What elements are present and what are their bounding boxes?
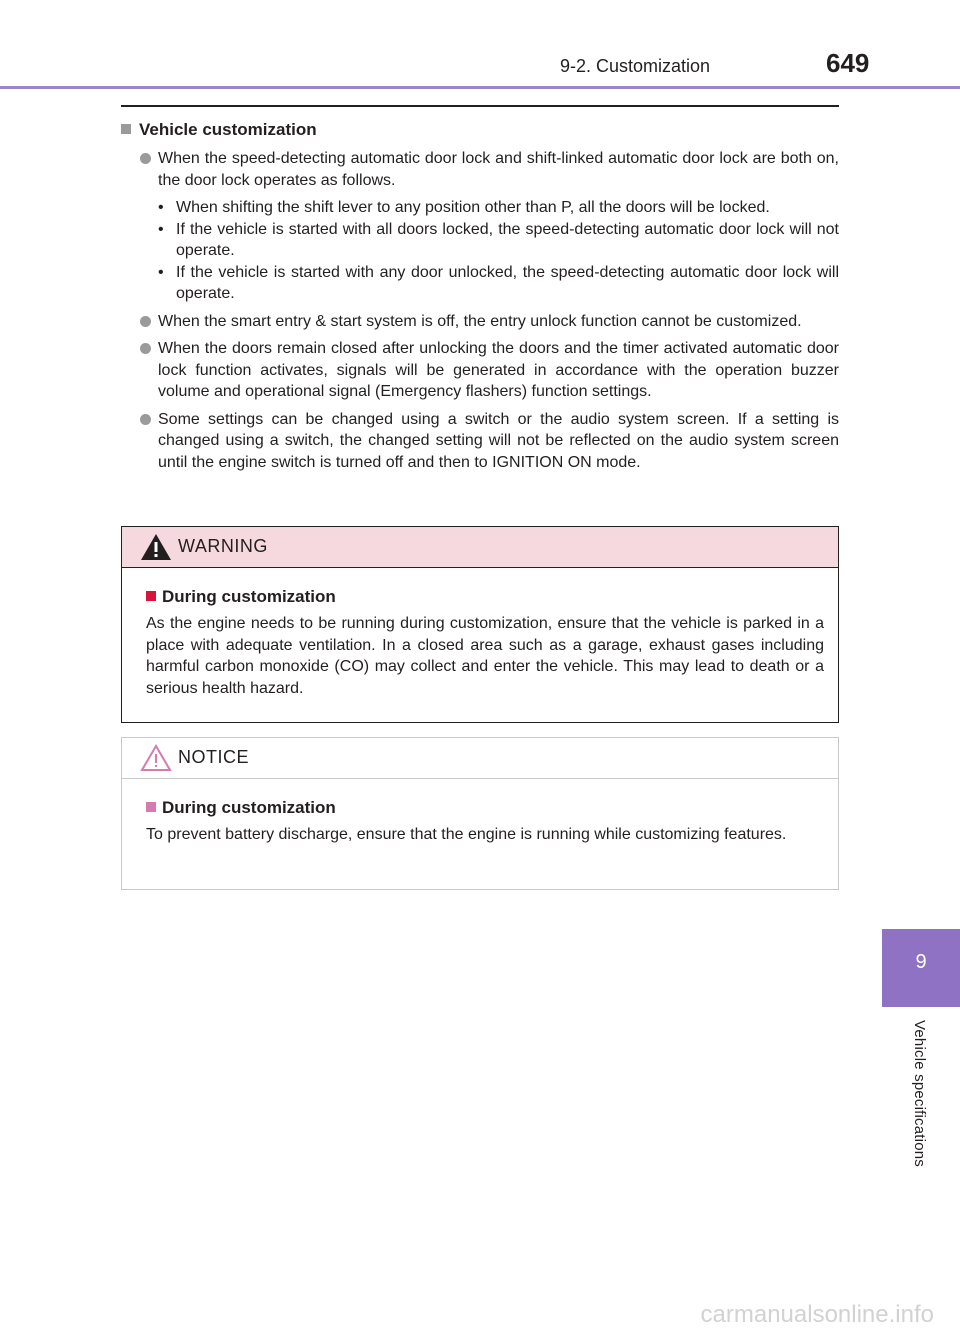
warning-label: WARNING <box>178 536 268 556</box>
warning-box <box>121 526 839 723</box>
notice-text: To prevent battery discharge, ensure that the engine is running while customizing features. <box>146 826 787 843</box>
main-content <box>121 118 839 479</box>
warning-header <box>122 527 838 568</box>
notice-body <box>122 779 838 846</box>
sub-list-item <box>121 262 839 305</box>
small-dot-icon: • <box>158 199 164 216</box>
circle-bullet-icon <box>140 343 151 354</box>
small-dot-icon: • <box>158 263 164 281</box>
list-item-text: When the speed-detecting automatic door lock and shift-linked automatic door lock are both on, the door lock operates as follows. <box>158 150 839 189</box>
circle-bullet-icon <box>140 153 151 164</box>
sub-list-item-text: If the vehicle is started with all doors locked, the speed-detecting automatic door lock will not operate. <box>176 220 839 259</box>
small-dot-icon: • <box>158 220 164 238</box>
list-item-text: Some settings can be changed using a switch or the audio system screen. If a setting is changed using a switch, the changed setting will not be reflected on the audio system screen until the engine switch is turned off and then to IGNITION ON mode. <box>158 410 839 471</box>
notice-header <box>122 738 838 779</box>
list-item <box>121 338 839 403</box>
chapter-tab[interactable] <box>882 929 960 1007</box>
sub-list <box>121 197 839 305</box>
warning-body <box>122 568 838 699</box>
circle-bullet-icon <box>140 414 151 425</box>
header-rule <box>0 86 960 89</box>
list-item-text: When the smart entry & start system is off, the entry unlock function cannot be customized. <box>158 312 802 330</box>
square-bullet-icon <box>121 124 131 134</box>
notice-title-text: During customization <box>162 798 336 817</box>
sub-list-item <box>121 197 839 219</box>
content-top-rule <box>121 105 839 107</box>
notice-box <box>121 737 839 890</box>
list-item <box>121 311 839 333</box>
square-bullet-icon <box>146 802 156 812</box>
section-heading-text: Vehicle customization <box>139 120 317 139</box>
sub-list-item-text: When shifting the shift lever to any position other than P, all the doors will be locked. <box>176 199 770 216</box>
list-item <box>121 409 839 474</box>
warning-title <box>146 586 824 608</box>
warning-triangle-icon <box>140 532 172 562</box>
caution-triangle-icon <box>140 743 172 773</box>
chapter-tab-number: 9 <box>915 951 927 973</box>
sub-list-item-text: If the vehicle is started with any door unlocked, the speed-detecting automatic door lock will operate. <box>176 263 839 302</box>
circle-bullet-icon <box>140 316 151 327</box>
list-item <box>121 148 839 305</box>
chapter-tab-label: Vehicle specifications <box>911 1020 928 1167</box>
warning-title-text: During customization <box>162 587 336 606</box>
warning-text: As the engine needs to be running during customization, ensure that the vehicle is parked in a place with adequate ventilation. In a closed area such as a garage, exhaust gases including harmful carbon monoxide (CO) may collect and enter the vehicle. This may lead to death or a serious health hazard. <box>146 615 824 697</box>
header-section-title: 9-2. Customization <box>560 56 711 76</box>
page-number: 649 <box>826 48 870 78</box>
notice-label: NOTICE <box>178 747 250 767</box>
watermark: carmanualsonline.info <box>700 1301 934 1328</box>
list-item-text: When the doors remain closed after unlocking the doors and the timer activated automatic door lock function activates, signals will be generated in accordance with the operation buzzer volume and operational signal (Emergency flashers) function settings. <box>158 340 839 400</box>
section-heading <box>121 118 839 142</box>
notice-title <box>146 797 824 819</box>
square-bullet-icon <box>146 591 156 601</box>
sub-list-item <box>121 219 839 262</box>
